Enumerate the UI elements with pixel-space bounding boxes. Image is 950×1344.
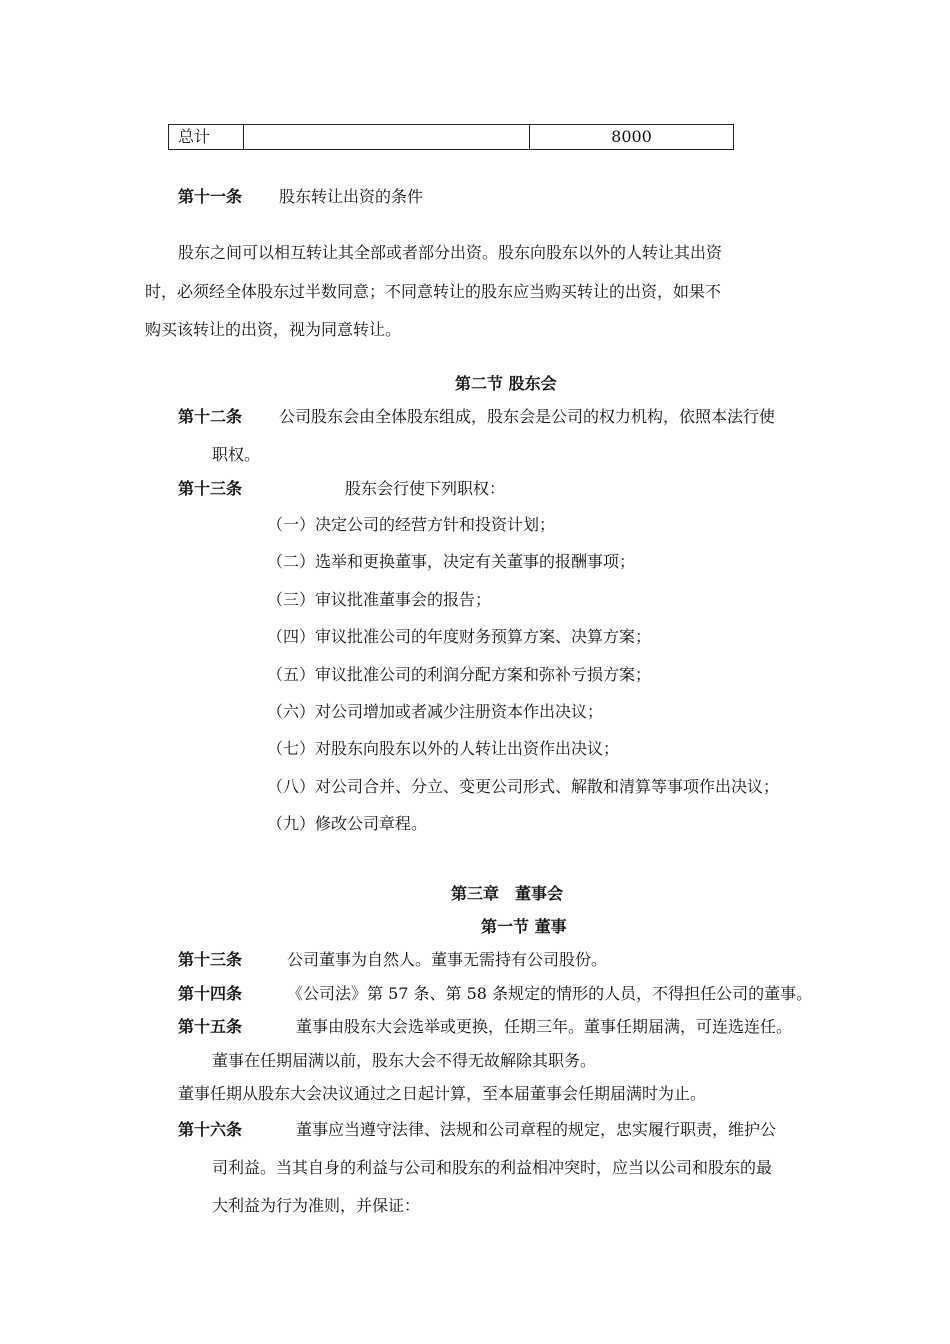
art15-line: 董事任期从股东大会决议通过之日起计算，至本届董事会任期届满时为止。 bbox=[178, 1084, 707, 1103]
art13-number: 第十三条 bbox=[178, 479, 243, 498]
art11-body-line: 股东之间可以相互转让其全部或者部分出资。股东向股东以外的人转让其出资 bbox=[178, 243, 723, 262]
table-cell-middle bbox=[244, 125, 530, 149]
table-cell-value: 8000 bbox=[611, 127, 652, 146]
art12-line: 职权。 bbox=[212, 445, 261, 464]
art13-item: （一）决定公司的经营方针和投资计划； bbox=[267, 515, 556, 534]
art16-number: 第十六条 bbox=[178, 1120, 243, 1139]
art15-line: 董事由股东大会选举或更换，任期三年。董事任期届满，可连选连任。 bbox=[296, 1017, 793, 1036]
art13-item: （四）审议批准公司的年度财务预算方案、决算方案； bbox=[267, 627, 652, 646]
art13-item: （二）选举和更换董事，决定有关董事的报酬事项； bbox=[267, 552, 636, 571]
art13-intro: 股东会行使下列职权： bbox=[345, 479, 506, 498]
capital-table bbox=[168, 124, 734, 150]
art13-item: （五）审议批准公司的利润分配方案和弥补亏损方案； bbox=[267, 665, 652, 684]
chapter3-title: 第三章 董事会 bbox=[451, 884, 564, 903]
art14-text: 《公司法》第 57 条、第 58 条规定的情形的人员，不得担任公司的董事。 bbox=[287, 984, 813, 1003]
art11-body-line: 时，必须经全体股东过半数同意；不同意转让的股东应当购买转让的出资，如果不 bbox=[145, 282, 722, 301]
section2-title: 第二节 股东会 bbox=[455, 374, 557, 393]
art11-number: 第十一条 bbox=[178, 187, 243, 206]
section1-title: 第一节 董事 bbox=[481, 917, 567, 936]
art13-item: （九）修改公司章程。 bbox=[267, 814, 428, 833]
art15-line: 董事在任期届满以前，股东大会不得无故解除其职务。 bbox=[212, 1051, 597, 1070]
art12-line: 公司股东会由全体股东组成，股东会是公司的权力机构，依照本法行使 bbox=[279, 407, 776, 426]
art12-number: 第十二条 bbox=[178, 407, 243, 426]
art16-line: 大利益为行为准则，并保证： bbox=[212, 1196, 421, 1215]
table-cell-label: 总计 bbox=[169, 125, 244, 149]
art11-title: 股东转让出资的条件 bbox=[279, 187, 424, 206]
art14-number: 第十四条 bbox=[178, 984, 243, 1003]
art13b-text: 公司董事为自然人。董事无需持有公司股份。 bbox=[287, 950, 608, 969]
art16-line: 董事应当遵守法律、法规和公司章程的规定，忠实履行职责，维护公 bbox=[296, 1120, 777, 1139]
art11-body-line: 购买该转让的出资，视为同意转让。 bbox=[145, 320, 402, 339]
art13-item: （六）对公司增加或者减少注册资本作出决议； bbox=[267, 702, 604, 721]
art16-line: 司利益。当其自身的利益与公司和股东的利益相冲突时，应当以公司和股东的最 bbox=[212, 1158, 773, 1177]
art13b-number: 第十三条 bbox=[178, 950, 243, 969]
art13-item: （七）对股东向股东以外的人转让出资作出决议； bbox=[267, 739, 620, 758]
art15-number: 第十五条 bbox=[178, 1017, 243, 1036]
art13-item: （三）审议批准董事会的报告； bbox=[267, 590, 492, 609]
art13-item: （八）对公司合并、分立、变更公司形式、解散和清算等事项作出决议； bbox=[267, 777, 780, 796]
